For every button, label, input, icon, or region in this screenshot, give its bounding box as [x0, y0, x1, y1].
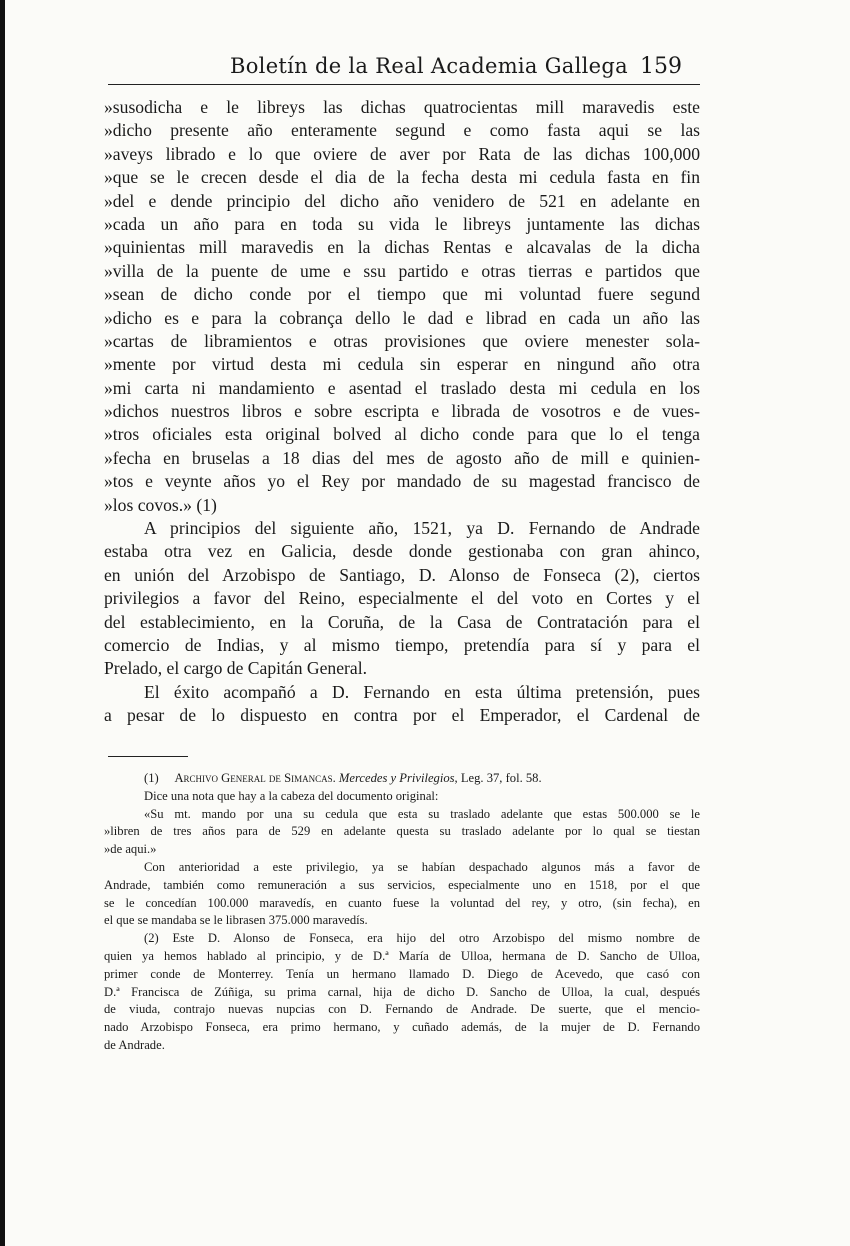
footnote-title: Mercedes y Privilegios [338, 771, 455, 785]
footnote-line: quien ya hemos hablado al principio, y de D.ª María de Ulloa, hermana de D. Sancho de Ulloa, [104, 948, 700, 963]
body-line: »que se le crecen desde el dia de la fecha desta mi cedula fasta en fin [104, 167, 700, 188]
body-line: »los covos.» (1) [104, 494, 217, 515]
body-line: comercio de Indias, y al mismo tiempo, pretendía para sí y para el [104, 634, 700, 655]
body-line: estaba otra vez en Galicia, desde donde gestionaba con gran ahinco, [104, 541, 700, 562]
footnote-line: el que se mandaba se le librasen 375.000 maravedís. [104, 913, 368, 928]
footnote-line: (2) Este D. Alonso de Fonseca, era hijo del otro Arzobispo del mismo nombre de [144, 931, 700, 946]
body-text [104, 96, 700, 728]
footnote-line: «Su mt. mando por una su cedula que esta su traslado adelante que estas 500.000 se le [144, 806, 700, 821]
running-title: Boletín de la Real Academia Gallega [230, 54, 628, 78]
body-line: »dicho presente año enteramente segund e como fasta aqui se las [104, 120, 700, 141]
body-line: »villa de la puente de ume e ssu partido e otras tierras e partidos que [104, 260, 700, 281]
body-line: a pesar de lo dispuesto en contra por el Emperador, el Cardenal de [104, 705, 700, 726]
footnote-source: Archivo General de Simancas. [174, 771, 336, 785]
body-line: »cada un año para en toda su vida le libreys juntamente las dichas [104, 213, 700, 234]
body-line: Prelado, el cargo de Capitán General. [104, 658, 367, 679]
body-line: »mente por virtud desta mi cedula sin esperar en ningund año otra [104, 354, 700, 375]
body-line: »del e dende principio del dicho año venidero de 521 en adelante en [104, 190, 700, 211]
paragraph-start: A principios del siguiente año, 1521, ya D. Fernando de Andrade [144, 518, 700, 539]
footnote-line: »de aqui.» [104, 842, 157, 857]
footnote-line: de viuda, contrajo nuevas nupcias con D. Fernando de Andrade. De suerte, que el mencio- [104, 1002, 700, 1017]
body-line: »quinientas mill maravedis en la dichas Rentas e alcavalas de la dicha [104, 237, 700, 258]
body-line: »dichos nuestros libros e sobre escripta e librada de vosotros e de vues- [104, 401, 700, 422]
footnote-line: Con anterioridad a este privilegio, ya se habían despachado algunos más a favor de [144, 859, 700, 874]
footnote-line: primer conde de Monterrey. Tenía un hermano llamado D. Diego de Acevedo, que casó con [104, 966, 700, 981]
body-line: »cartas de libramientos e otras provisiones que oviere menester sola- [104, 330, 700, 351]
footnote-reference: , Leg. 37, fol. 58. [454, 771, 542, 785]
footnote-line: Dice una nota que hay a la cabeza del documento original: [144, 788, 439, 803]
footnotes [104, 770, 700, 1055]
footnote-line: D.ª Francisca de Zúñiga, su prima carnal, hija de dicho D. Sancho de Ulloa, la cual, después [104, 984, 700, 999]
body-line: »susodicha e le libreys las dichas quatrocientas mill maravedis este [104, 97, 700, 117]
body-line: »mi carta ni mandamiento e asentad el traslado desta mi cedula en los [104, 377, 700, 398]
body-line: »dicho es e para la cobrança dello le dad e librad en cada un año las [104, 307, 700, 328]
body-line: »fecha en bruselas a 18 dias del mes de agosto año de mill e quinien- [104, 447, 700, 468]
footnote-line: nado Arzobispo Fonseca, era primo hermano, y cuñado además, de la mujer de D. Fernando [104, 1020, 700, 1035]
page-number: 159 [640, 54, 682, 79]
footnote-line: »libren de tres años para de 529 en adelante questa su traslado adelante por lo qual se tiestan [104, 824, 700, 839]
body-line: en unión del Arzobispo de Santiago, D. Alonso de Fonseca (2), ciertos [104, 564, 700, 585]
body-line: »tros oficiales esta original bolved al dicho conde para que lo el tenga [104, 424, 700, 445]
footnote-separator [108, 756, 188, 757]
page-header [108, 54, 700, 85]
body-line: privilegios a favor del Reino, especialmente el del voto en Cortes y el [104, 588, 700, 609]
footnote-line: Andrade, también como remuneración a sus servicios, especialmente uno en 1518, por el que [104, 877, 700, 892]
footnote-1-citation [104, 770, 700, 788]
body-line: »tos e veynte años yo el Rey por mandado de su magestad francisco de [104, 471, 700, 492]
footnote-line: se le concedían 100.000 maravedís, en cuanto fuese la voluntad del rey, y otro, (sin fecha), en [104, 895, 700, 910]
body-line: »aveys librado e lo que oviere de aver por Rata de las dichas 100,000 [104, 143, 700, 164]
body-line: del establecimiento, en la Coruña, de la Casa de Contratación para el [104, 611, 700, 632]
footnote-line: de Andrade. [104, 1037, 165, 1052]
page-binding-edge [0, 0, 5, 1246]
paragraph-start: El éxito acompañó a D. Fernando en esta última pretensión, pues [144, 681, 700, 702]
footnote-marker: (1) [144, 771, 159, 785]
body-line: »sean de dicho conde por el tiempo que mi voluntad fuere segund [104, 284, 700, 305]
